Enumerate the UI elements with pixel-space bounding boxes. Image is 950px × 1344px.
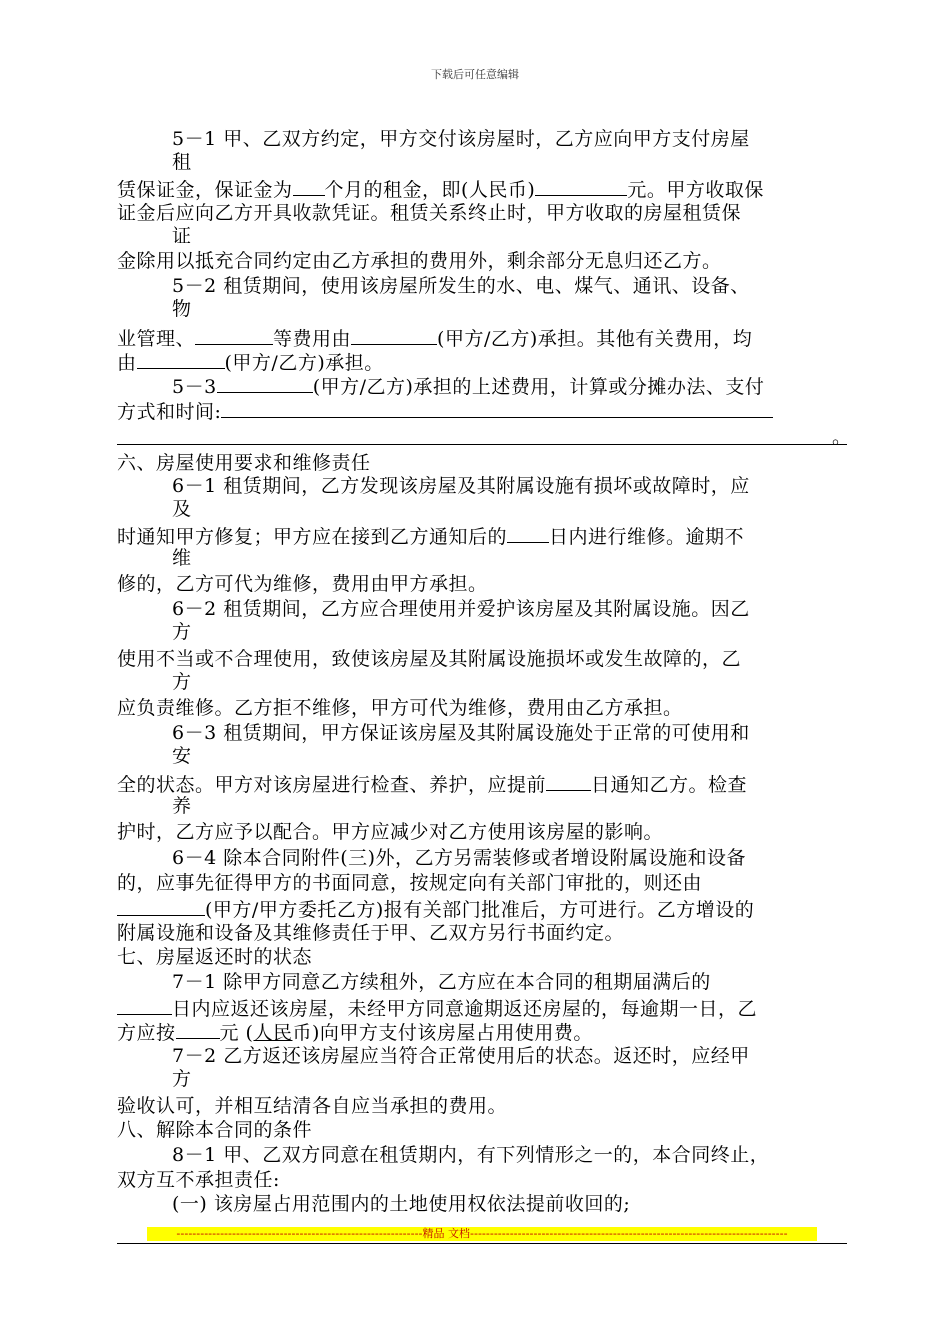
blank-field xyxy=(546,771,591,791)
blank-field xyxy=(535,176,627,196)
text-line: 5－1 甲、乙双方约定，甲方交付该房屋时，乙方应向甲方支付房屋 xyxy=(172,128,750,150)
blank-field xyxy=(176,1019,220,1039)
period-mark: 。 xyxy=(832,426,852,448)
text-line: 维 xyxy=(172,547,192,569)
text-line: 证 xyxy=(172,225,192,247)
text-line: 方 xyxy=(172,671,192,693)
text-line: 租 xyxy=(172,151,192,173)
text-line: 安 xyxy=(172,745,192,767)
blank-field xyxy=(117,896,205,916)
blank-line xyxy=(117,444,847,445)
section-heading: 六、房屋使用要求和维修责任 xyxy=(117,452,371,474)
text-line: 时通知甲方修复；甲方应在接到乙方通知后的 日内进行维修。逾期不 xyxy=(117,523,744,549)
text-line: 6－2 租赁期间，乙方应合理使用并爱护该房屋及其附属设施。因乙 xyxy=(172,598,750,620)
text-line: 金除用以抵充合同约定由乙方承担的费用外，剩余部分无息归还乙方。 xyxy=(117,250,722,272)
text-line: 的，应事先征得甲方的书面同意，按规定向有关部门审批的，则还由 xyxy=(117,872,703,894)
text-line: 双方互不承担责任: xyxy=(117,1169,280,1191)
text-line: 养 xyxy=(172,795,192,817)
text-line: 修的，乙方可代为维修，费用由甲方承担。 xyxy=(117,573,488,595)
text-line: (一) 该房屋占用范围内的土地使用权依法提前收回的; xyxy=(172,1193,631,1215)
blank-field xyxy=(217,373,313,393)
text-line: 6－1 租赁期间，乙方发现该房屋及其附属设施有损坏或故障时，应 xyxy=(172,475,750,497)
footer-watermark: --------------------------------------------------------------精品 文档-------------------------------------------------------------------------------- xyxy=(147,1227,817,1241)
section-heading: 八、解除本合同的条件 xyxy=(117,1119,313,1141)
blank-field xyxy=(195,325,273,345)
text-line: 方应按 元 (人民币)向甲方支付该房屋占用使用费。 xyxy=(117,1019,593,1045)
blank-field xyxy=(351,325,437,345)
text-line: 物 xyxy=(172,298,192,320)
text-line: 日内应返还该房屋，未经甲方同意逾期返还房屋的，每逾期一日，乙 xyxy=(117,995,757,1021)
text-line: 护时，乙方应予以配合。甲方应减少对乙方使用该房屋的影响。 xyxy=(117,821,664,843)
page-header: 下载后可任意编辑 xyxy=(431,68,519,81)
text-line: 8－1 甲、乙双方同意在租赁期内，有下列情形之一的，本合同终止， xyxy=(172,1144,770,1166)
blank-field xyxy=(293,176,325,196)
footer-rule xyxy=(117,1243,847,1244)
blank-field xyxy=(137,349,225,369)
text-line: (甲方/甲方委托乙方)报有关部门批准后，方可进行。乙方增设的 xyxy=(117,896,754,922)
blank-field xyxy=(507,523,549,543)
text-line: 方 xyxy=(172,621,192,643)
blank-field xyxy=(221,398,773,418)
text-line: 及 xyxy=(172,498,192,520)
section-heading: 七、房屋返还时的状态 xyxy=(117,946,313,968)
text-line: 方 xyxy=(172,1068,192,1090)
text-line: 证金后应向乙方开具收款凭证。租赁关系终止时，甲方收取的房屋租赁保 xyxy=(117,202,742,224)
blank-field xyxy=(117,995,172,1015)
text-line: 6－3 租赁期间，甲方保证该房屋及其附属设施处于正常的可使用和 xyxy=(172,722,750,744)
text-line: 附属设施和设备及其维修责任于甲、乙双方另行书面约定。 xyxy=(117,922,625,944)
text-line: 全的状态。甲方对该房屋进行检查、养护，应提前 日通知乙方。检查 xyxy=(117,771,747,797)
text-line: 业管理、 等费用由 (甲方/乙方)承担。其他有关费用，均 xyxy=(117,325,752,351)
text-line: 7－2 乙方返还该房屋应当符合正常使用后的状态。返还时，应经甲 xyxy=(172,1045,750,1067)
text-line: 应负责维修。乙方拒不维修，甲方可代为维修，费用由乙方承担。 xyxy=(117,697,683,719)
text-line: 由 (甲方/乙方)承担。 xyxy=(117,349,384,375)
text-line: 5－3 (甲方/乙方)承担的上述费用，计算或分摊办法、支付 xyxy=(172,373,764,399)
text-line: 赁保证金，保证金为 个月的租金，即(人民币) 元。甲方收取保 xyxy=(117,176,764,202)
text-line: 7－1 除甲方同意乙方续租外，乙方应在本合同的租期届满后的 xyxy=(172,971,711,993)
text-line: 方式和时间: xyxy=(117,398,773,424)
text-line: 使用不当或不合理使用，致使该房屋及其附属设施损坏或发生故障的，乙 xyxy=(117,648,742,670)
text-line: 6－4 除本合同附件(三)外，乙方另需装修或者增设附属设施和设备 xyxy=(172,847,747,869)
text-line: 5－2 租赁期间，使用该房屋所发生的水、电、煤气、通讯、设备、 xyxy=(172,275,750,297)
text-line: 验收认可，并相互结清各自应当承担的费用。 xyxy=(117,1095,508,1117)
